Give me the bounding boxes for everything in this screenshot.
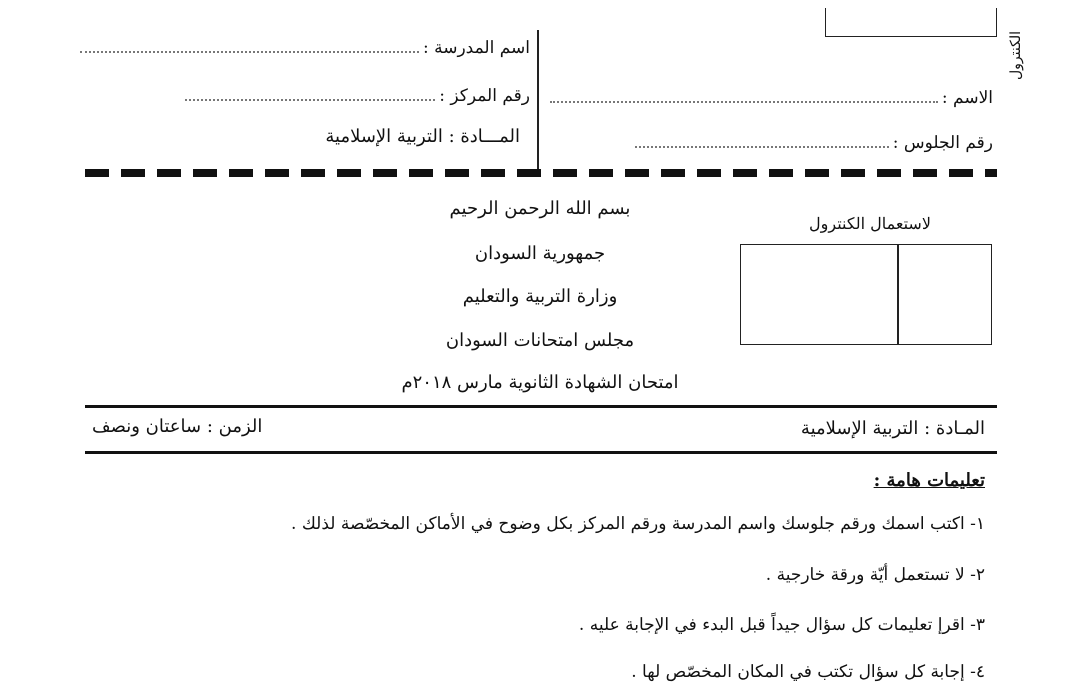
- cut-line: [85, 169, 997, 177]
- info-subject: المـادة : التربية الإسلامية: [800, 418, 985, 439]
- center-number-label: رقم المركز :: [439, 86, 530, 106]
- country: جمهورية السودان: [474, 243, 606, 264]
- control-box: [740, 244, 992, 345]
- subject-header-left: المـــادة : التربية الإسلامية: [325, 126, 520, 147]
- instructions-heading: تعليمات هامة :: [873, 470, 985, 491]
- control-box-label: لاستعمال الكنترول: [809, 214, 931, 233]
- school-name-field[interactable]: [80, 38, 530, 58]
- info-bar-top-line: [85, 405, 997, 408]
- instruction-item: ٤- إجابة كل سؤال تكتب في المكان المخصّص لها .: [631, 662, 985, 682]
- name-label: الاسم :: [941, 88, 993, 108]
- control-vertical-label: الكنترول: [1008, 31, 1024, 80]
- exam-title: امتحان الشهادة الثانوية مارس ٢٠١٨م: [401, 372, 679, 393]
- center-number-field[interactable]: [185, 86, 530, 106]
- header-divider: [537, 30, 539, 170]
- instruction-item: ٣- اقرإ تعليمات كل سؤال جيداً قبل البدء في الإجابة عليه .: [578, 615, 985, 635]
- council: مجلس امتحانات السودان: [445, 330, 635, 351]
- seat-number-label: رقم الجلوس :: [892, 133, 993, 153]
- control-box-divider: [897, 245, 899, 344]
- instruction-item: ١- اكتب اسمك ورقم جلوسك واسم المدرسة ورقم المركز بكل وضوح في الأماكن المخصّصة لذلك .: [291, 514, 985, 534]
- basmala: بسم الله الرحمن الرحيم: [449, 198, 631, 219]
- info-bar-bottom-line: [85, 451, 997, 454]
- ministry: وزارة التربية والتعليم: [462, 286, 618, 307]
- top-control-box: [825, 8, 997, 37]
- seat-number-field[interactable]: [635, 133, 993, 153]
- instruction-item: ٢- لا تستعمل أيّة ورقة خارجية .: [765, 565, 985, 585]
- name-field[interactable]: [550, 88, 993, 108]
- school-name-label: اسم المدرسة :: [422, 38, 530, 58]
- info-time: الزمن : ساعتان ونصف: [92, 416, 263, 437]
